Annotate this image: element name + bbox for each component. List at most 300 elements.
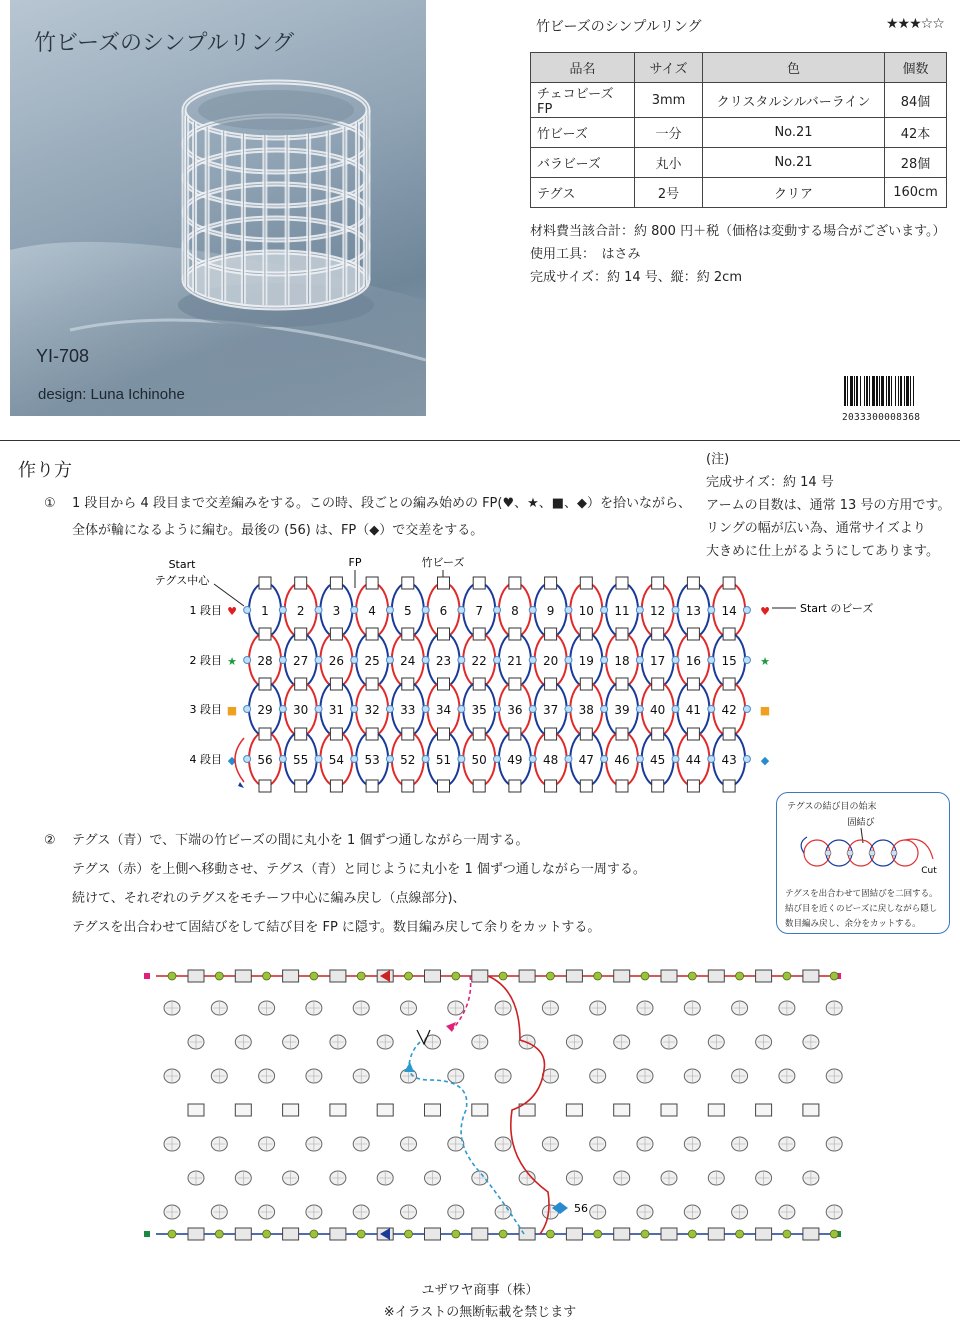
bamboo-bead (545, 577, 557, 589)
bamboo-bead (652, 577, 664, 589)
cut-label: Cut (921, 866, 937, 876)
loop-number: 32 (364, 703, 380, 717)
fp-bead (244, 657, 251, 664)
seed-bead (546, 972, 554, 980)
fp-bead (636, 706, 643, 713)
seed-bead (215, 1230, 223, 1238)
end-marker (144, 973, 150, 979)
bamboo-bead (545, 728, 557, 740)
red-working-thread (488, 976, 549, 1234)
knot-illustration (777, 813, 949, 883)
fp-bead (672, 607, 679, 614)
fp-bead (494, 657, 501, 664)
loop-number: 25 (364, 654, 380, 668)
bamboo-bead (708, 1228, 724, 1240)
bamboo-bead (509, 577, 521, 589)
bamboo-bead (756, 1104, 772, 1116)
bamboo-bead (687, 728, 699, 740)
materials-header-row (531, 53, 947, 83)
bamboo-bead (687, 780, 699, 792)
fp-bead (529, 607, 536, 614)
bamboo-bead (366, 678, 378, 690)
designer-credit: design: Luna Ichinohe (38, 386, 185, 403)
seed-bead (452, 1230, 460, 1238)
bamboo-bead (330, 678, 342, 690)
bamboo-bead (509, 678, 521, 690)
seed-bead (594, 972, 602, 980)
seed-bead (405, 972, 413, 980)
product-photo (10, 0, 426, 416)
bamboo-bead (723, 780, 735, 792)
step1-text (44, 490, 691, 544)
fp-bead (244, 706, 251, 713)
bamboo-bead (402, 728, 414, 740)
cell-count: 160cm (885, 178, 947, 208)
bamboo-bead (545, 678, 557, 690)
start-arrow (238, 782, 244, 788)
loop-number: 39 (614, 703, 630, 717)
row-marker-left: ♥ (227, 605, 237, 618)
cell-color: No.21 (703, 148, 885, 178)
seed-bead (168, 1230, 176, 1238)
fp-bead (672, 657, 679, 664)
bamboo-bead (295, 780, 307, 792)
knot-label: 固結び (847, 818, 875, 828)
fp-bead (708, 657, 715, 664)
bamboo-bead (473, 628, 485, 640)
loop-number: 26 (328, 654, 345, 668)
fp-bead (494, 756, 501, 763)
material-info (530, 220, 946, 289)
bamboo-bead (566, 1104, 582, 1116)
header-count: 個数 (885, 53, 947, 83)
howto-heading: 作り方 (18, 460, 72, 481)
loop-number: 29 (257, 703, 273, 717)
fp-bead (601, 607, 608, 614)
seed-bead (546, 1230, 554, 1238)
bamboo-bead (425, 1228, 441, 1240)
bamboo-bead (402, 678, 414, 690)
bamboo-bead (188, 1228, 204, 1240)
loop-number: 41 (685, 703, 702, 717)
bamboo-bead (803, 1104, 819, 1116)
row-marker-left: ■ (226, 704, 238, 717)
loop-number: 27 (293, 654, 309, 668)
bamboo-bead (259, 728, 271, 740)
note-line: 大きめに仕上がるようにしてあります。 (706, 544, 939, 559)
seed-bead (641, 972, 649, 980)
cell-color: No.21 (703, 118, 885, 148)
seed-bead (688, 972, 696, 980)
bamboo-bead (295, 628, 307, 640)
loop-number: 34 (435, 703, 452, 717)
table-row (531, 118, 947, 148)
seed-bead (357, 972, 365, 980)
bamboo-bead (366, 628, 378, 640)
loop-number: 52 (400, 753, 416, 767)
fp-bead (458, 756, 465, 763)
seed-bead (736, 972, 744, 980)
bamboo-bead (259, 628, 271, 640)
fp-bead (565, 706, 572, 713)
section-divider (0, 440, 960, 441)
loop-number: 49 (507, 753, 523, 767)
seed-bead (688, 1230, 696, 1238)
fp-bead (636, 657, 643, 664)
knot-desc-line: 結び目を近くのビーズに戻しながら隠し (785, 904, 938, 914)
bamboo-bead (330, 728, 342, 740)
bamboo-bead (687, 628, 699, 640)
bead-56-label: 56 (574, 1202, 588, 1215)
bamboo-bead (330, 1104, 346, 1116)
bamboo-bead (580, 728, 592, 740)
knot-box-title: テグスの結び目の始末 (787, 802, 877, 812)
loop-number: 9 (546, 604, 555, 618)
bamboo-bead (616, 678, 628, 690)
bamboo-bead (438, 780, 450, 792)
product-code: YI-708 (36, 346, 90, 366)
knot-desc-line: 数目編み戻し、余分をカットする。 (785, 919, 921, 929)
fp-bead (565, 657, 572, 664)
loop-number: 53 (364, 753, 380, 767)
bamboo-bead (614, 970, 630, 982)
cell-count: 28個 (885, 148, 947, 178)
seed-bead (594, 1230, 602, 1238)
bamboo-bead (438, 678, 450, 690)
bamboo-bead (330, 970, 346, 982)
header-item: 品名 (531, 53, 635, 83)
bamboo-bead (687, 577, 699, 589)
seed-bead (357, 1230, 365, 1238)
bamboo-label: 竹ビーズ (421, 556, 465, 569)
fp-bead (601, 756, 608, 763)
note-title: (注) (706, 452, 730, 467)
loop-number: 11 (614, 604, 630, 618)
bamboo-bead (652, 678, 664, 690)
loop-number: 18 (614, 654, 630, 668)
knot-desc-line: テグスを出合わせて固結びを二回する。 (785, 889, 938, 899)
bamboo-bead (723, 628, 735, 640)
seed-bead (783, 1230, 791, 1238)
loop-number: 30 (293, 703, 309, 717)
bamboo-bead (473, 577, 485, 589)
bamboo-bead (803, 1228, 819, 1240)
bamboo-bead (614, 1104, 630, 1116)
fp-bead (422, 657, 429, 664)
seed-bead (168, 972, 176, 980)
bamboo-bead (188, 1104, 204, 1116)
bamboo-bead (661, 1104, 677, 1116)
loop-number: 48 (542, 753, 559, 767)
seed-bead (405, 1230, 413, 1238)
note-line: アームの目数は、通常 13 号の方用です。 (706, 498, 951, 513)
loop-number: 5 (403, 604, 412, 618)
loop-number: 36 (507, 703, 523, 717)
bamboo-bead (295, 577, 307, 589)
bamboo-bead (652, 728, 664, 740)
loop-number: 44 (685, 753, 702, 767)
loop-number: 37 (542, 703, 559, 717)
company-name: ユザワヤ商事（株） (421, 1283, 539, 1298)
fp-bead (244, 756, 251, 763)
barcode-bars (842, 376, 952, 408)
loop-number: 54 (328, 753, 345, 767)
bamboo-bead (438, 628, 450, 640)
header-color: 色 (703, 53, 885, 83)
loop-number: 35 (471, 703, 487, 717)
table-row (531, 148, 947, 178)
bamboo-bead (473, 678, 485, 690)
row-marker-left: ★ (227, 655, 237, 668)
fp-bead (279, 607, 286, 614)
fp-bead (315, 706, 322, 713)
cell-size: 3mm (635, 83, 703, 118)
knot-description (785, 887, 938, 932)
loop-number: 40 (650, 703, 666, 717)
bamboo-bead (425, 970, 441, 982)
bamboo-bead (259, 780, 271, 792)
bamboo-bead (652, 780, 664, 792)
product-title: 竹ビーズのシンプルリング (536, 19, 702, 35)
loop-number: 51 (435, 753, 452, 767)
note-box (706, 448, 950, 563)
cell-size: 2号 (635, 178, 703, 208)
bamboo-bead (580, 577, 592, 589)
loop-number: 24 (400, 654, 416, 668)
fp-bead (351, 607, 358, 614)
bamboo-bead (472, 970, 488, 982)
row-label: 1 段目 (189, 604, 222, 617)
bamboo-bead (188, 970, 204, 982)
fp-bead (422, 706, 429, 713)
fp-bead (565, 756, 572, 763)
knot-finishing-box (776, 792, 950, 934)
fp-bead (458, 657, 465, 664)
loop-number: 22 (471, 654, 487, 668)
bamboo-bead (235, 1104, 251, 1116)
bamboo-bead (402, 577, 414, 589)
step2-line: テグス（青）で、下端の竹ビーズの間に丸小を 1 個ずつ通しながら一周する。 (72, 833, 529, 848)
edge-finishing-diagram (0, 960, 960, 1260)
fp-bead (601, 706, 608, 713)
loop-number: 17 (650, 654, 666, 668)
fp-bead (743, 756, 750, 763)
fp-label: FP (348, 556, 362, 569)
bamboo-bead (756, 970, 772, 982)
seed-bead (783, 972, 791, 980)
seed-bead (263, 972, 271, 980)
fp-bead (422, 607, 429, 614)
seed-bead (736, 1230, 744, 1238)
fp-bead (529, 657, 536, 664)
loop-number: 31 (328, 703, 345, 717)
materials-table (530, 52, 947, 208)
loop-number: 56 (257, 753, 273, 767)
bamboo-bead (472, 1228, 488, 1240)
bamboo-bead (330, 577, 342, 589)
bamboo-bead (330, 1228, 346, 1240)
bamboo-bead (708, 970, 724, 982)
fp-bead (672, 756, 679, 763)
start-label: Start (168, 558, 196, 571)
cell-count: 42本 (885, 118, 947, 148)
bamboo-bead (519, 970, 535, 982)
step2-line: テグス（赤）を上側へ移動させ、テグス（青）と同じように丸小を 1 個ずつ通しながら一周する。 (72, 862, 646, 877)
bamboo-bead (283, 1228, 299, 1240)
loop-number: 19 (578, 654, 594, 668)
bamboo-bead (616, 628, 628, 640)
fp-bead (351, 706, 358, 713)
bamboo-bead (652, 628, 664, 640)
fp-bead (743, 607, 750, 614)
fp-bead (386, 607, 393, 614)
bamboo-bead (438, 577, 450, 589)
bamboo-bead (687, 678, 699, 690)
bamboo-bead (661, 970, 677, 982)
fp-bead (351, 756, 358, 763)
fp-bead (743, 706, 750, 713)
fp-bead (636, 607, 643, 614)
loop-number: 46 (614, 753, 630, 767)
loop-number: 12 (650, 604, 666, 618)
bamboo-bead (661, 1228, 677, 1240)
fp-bead (601, 657, 608, 664)
loop-number: 15 (721, 654, 737, 668)
row-marker-right: ★ (760, 655, 770, 668)
bamboo-bead (330, 628, 342, 640)
bamboo-bead (616, 780, 628, 792)
fp-bead (458, 706, 465, 713)
fp-bead (422, 756, 429, 763)
fp-bead (244, 607, 251, 614)
bamboo-bead (283, 970, 299, 982)
fp-bead (279, 756, 286, 763)
bamboo-bead (366, 780, 378, 792)
start-curve (235, 738, 244, 782)
bamboo-bead (519, 1228, 535, 1240)
bamboo-bead (580, 628, 592, 640)
cell-count: 84個 (885, 83, 947, 118)
bamboo-bead (614, 1228, 630, 1240)
step2-text (44, 826, 646, 942)
fp-bead (494, 706, 501, 713)
loop-number: 14 (721, 604, 737, 618)
loop-number: 45 (650, 753, 666, 767)
row-label: 4 段目 (189, 753, 222, 766)
bamboo-bead (708, 1104, 724, 1116)
seed-bead (641, 1230, 649, 1238)
loop-number: 42 (721, 703, 737, 717)
bamboo-bead (616, 577, 628, 589)
loop-number: 10 (578, 604, 594, 618)
cell-item: バラビーズ (531, 148, 635, 178)
bamboo-bead (438, 728, 450, 740)
row-marker-left: ◆ (227, 754, 237, 767)
start-center-label: テグス中心 (154, 574, 210, 587)
fp-bead (279, 657, 286, 664)
fp-bead (386, 756, 393, 763)
fp-bead (315, 607, 322, 614)
fp-bead (458, 607, 465, 614)
bamboo-bead (545, 628, 557, 640)
step2-number: ② (44, 833, 56, 848)
fp-bead (494, 607, 501, 614)
fp-bead (315, 756, 322, 763)
loop-number: 33 (400, 703, 416, 717)
bamboo-bead (756, 1228, 772, 1240)
bamboo-bead (295, 728, 307, 740)
bamboo-bead (472, 1104, 488, 1116)
cell-item: 竹ビーズ (531, 118, 635, 148)
loop-number: 2 (296, 604, 305, 618)
loop-number: 21 (507, 654, 523, 668)
bamboo-bead (723, 577, 735, 589)
loop-number: 23 (435, 654, 452, 668)
loop-number: 20 (542, 654, 559, 668)
bamboo-bead (723, 678, 735, 690)
loop-number: 50 (471, 753, 487, 767)
bamboo-bead (377, 1104, 393, 1116)
note-line: リングの幅が広い為、通常サイズより (706, 521, 926, 536)
row-marker-right: ♥ (760, 605, 770, 618)
fp-bead (743, 657, 750, 664)
bamboo-bead (259, 678, 271, 690)
bamboo-bead (509, 728, 521, 740)
fp-bead (672, 706, 679, 713)
bamboo-bead (723, 728, 735, 740)
fp-bead (565, 607, 572, 614)
start-bead-label: Start のビーズ (800, 602, 874, 615)
barcode-number: 2033300008368 (842, 412, 921, 423)
cell-color: クリスタルシルバーライン (703, 83, 885, 118)
fp-bead (351, 657, 358, 664)
bamboo-bead (235, 1228, 251, 1240)
loop-number: 43 (721, 753, 737, 767)
bamboo-bead (473, 728, 485, 740)
seed-bead (215, 972, 223, 980)
bamboo-bead (259, 577, 271, 589)
seed-bead (830, 972, 838, 980)
row-label: 3 段目 (189, 703, 222, 716)
seed-bead (263, 1230, 271, 1238)
loop-number: 16 (685, 654, 702, 668)
fp-bead (386, 706, 393, 713)
bamboo-bead (803, 970, 819, 982)
loop-number: 6 (439, 604, 448, 618)
end-marker (144, 1231, 150, 1237)
bamboo-bead (473, 780, 485, 792)
step1-line2: 全体が輪になるように編む。最後の (56) は、FP（◆）で交差をする。 (72, 523, 484, 538)
barcode (842, 376, 952, 423)
fp-bead (708, 706, 715, 713)
bamboo-bead (509, 780, 521, 792)
loop-number: 55 (293, 753, 309, 767)
bamboo-bead (580, 678, 592, 690)
seed-bead (499, 972, 507, 980)
fp-bead (529, 756, 536, 763)
bamboo-bead (545, 780, 557, 792)
table-row (531, 83, 947, 118)
bamboo-bead (580, 780, 592, 792)
seed-bead (499, 1230, 507, 1238)
difficulty-rating: ★★★☆☆ (886, 16, 944, 32)
seed-bead (452, 972, 460, 980)
cell-item: テグス (531, 178, 635, 208)
seed-bead (310, 972, 318, 980)
bamboo-bead (402, 628, 414, 640)
loop-number: 3 (332, 604, 341, 618)
loop-number: 8 (511, 604, 519, 618)
